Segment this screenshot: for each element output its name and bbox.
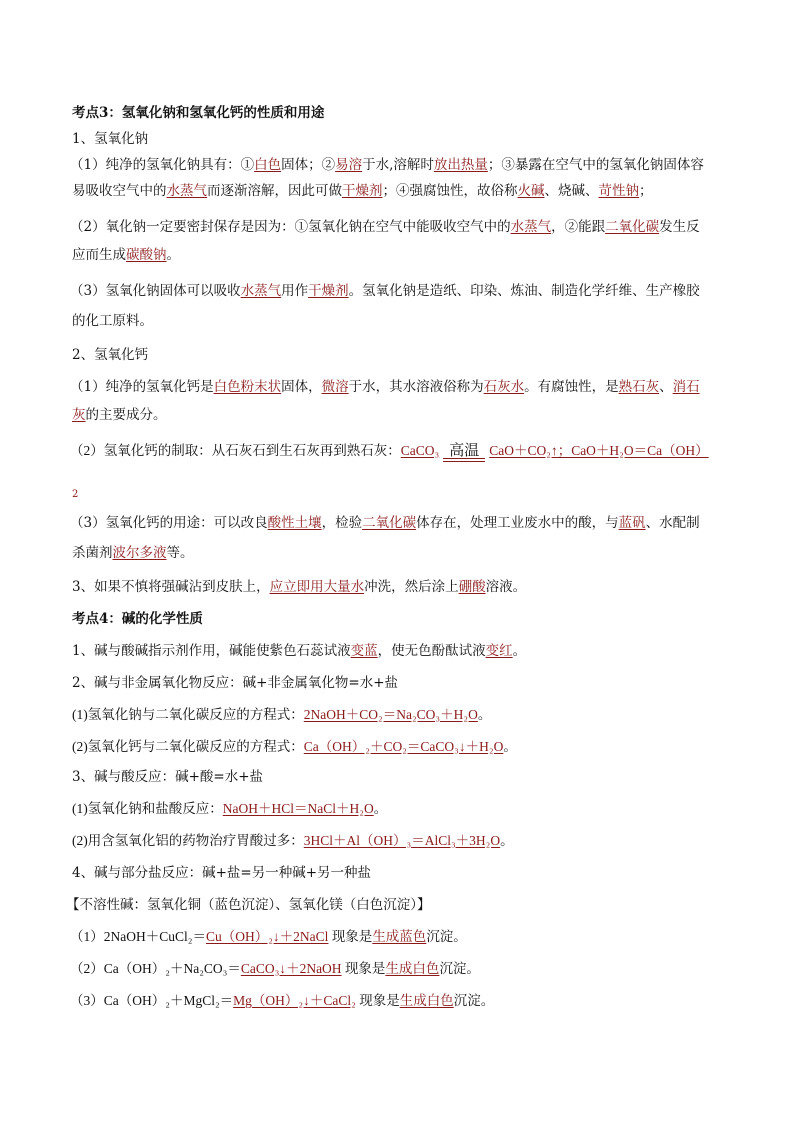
equation: CaCO₃↓＋2NaOH bbox=[240, 961, 342, 976]
answer-blank: 水蒸气 bbox=[166, 183, 207, 199]
answer-blank: 干燥剂 bbox=[342, 183, 383, 199]
equation: 3HCl＋Al（OH）₃＝AlCl₃＋3H₂O bbox=[303, 833, 501, 848]
naoh-p3-line1: （3）氢氧化钠固体可以吸收水蒸气用作干燥剂。氢氧化钠是造纸、印染、炼油、制造化学纤维、生产橡胶 bbox=[70, 283, 700, 299]
answer-blank: 生成白色 bbox=[385, 961, 440, 976]
answer-blank: 石灰水 bbox=[483, 379, 525, 395]
na2co3-reaction-line: （2）Ca（OH）₂＋Na₂CO₃＝CaCO₃↓＋2NaOH 现象是生成白色沉淀。 bbox=[70, 961, 480, 976]
answer-blank: 波尔多液 bbox=[112, 545, 167, 561]
naoh-p1-line2: 易吸收空气中的水蒸气而逐渐溶解，因此可做干燥剂；④强腐蚀性，故俗称火碱、烧碱、苛性钠； bbox=[72, 183, 653, 199]
answer-blank: 易溶 bbox=[335, 157, 363, 173]
equation: Ca（OH）₂＋CO₂＝CaCO₃↓＋H₂O bbox=[303, 739, 504, 754]
answer-blank: 白色 bbox=[254, 157, 282, 173]
equation: Cu（OH）₂↓＋2NaCl bbox=[205, 929, 329, 944]
answer-blank: 二氧化碳 bbox=[362, 515, 417, 531]
caoh-p3-line1: （3）氢氧化钙的用途：可以改良酸性土壤，检验二氧化碳体存在，处理工业废水中的酸，与蓝矾、水配制 bbox=[70, 515, 700, 531]
equation: 2NaOH＋CO₂＝Na₂CO₃＋H₂O bbox=[303, 707, 478, 722]
naoh-heading: 1、氢氧化钠 bbox=[72, 131, 149, 147]
naoh-p2-line2: 应而生成碳酸钠。 bbox=[72, 247, 180, 263]
cucl2-reaction-line: （1）2NaOH＋CuCl₂＝Cu（OH）₂↓＋2NaCl 现象是生成蓝色沉淀。 bbox=[70, 929, 467, 944]
answer-blank: 硼酸 bbox=[458, 579, 486, 595]
answer-blank: 灰 bbox=[72, 407, 86, 423]
answer-blank: 酸性土壤 bbox=[267, 515, 322, 531]
answer-blank: 放出热量 bbox=[433, 157, 488, 173]
answer-blank: 消石 bbox=[672, 379, 700, 395]
answer-blank: 苛性钠 bbox=[598, 183, 639, 199]
caoh-p3-line2: 杀菌剂波尔多液等。 bbox=[72, 545, 194, 561]
naoh-co2-equation-line: (1)氢氧化钠与二氧化碳反应的方程式：2NaOH＋CO₂＝Na₂CO₃＋H₂O。 bbox=[72, 707, 492, 722]
skin-contact-note: 3、如果不慎将强碱沾到皮肤上，应立即用大量水冲洗，然后涂上硼酸溶液。 bbox=[72, 579, 527, 595]
answer-blank: 碳酸钠 bbox=[126, 247, 167, 263]
caoh-p1-line2: 灰的主要成分。 bbox=[72, 407, 167, 423]
answer-blank: 白色粉末状 bbox=[213, 379, 282, 395]
answer-blank: 微溶 bbox=[321, 379, 349, 395]
answer-blank: 生成白色 bbox=[399, 993, 454, 1008]
answer-blank: 火碱 bbox=[517, 183, 545, 199]
reaction-condition: 高温 bbox=[443, 444, 485, 458]
answer-blank: 变蓝 bbox=[350, 643, 378, 659]
answer-blank: 水蒸气 bbox=[240, 283, 282, 299]
caoh-heading: 2、氢氧化钙 bbox=[72, 347, 149, 363]
aloh-hcl-equation-line: (2)用含氢氧化铝的药物治疗胃酸过多：3HCl＋Al（OH）₃＝AlCl₃＋3H₂O。 bbox=[72, 833, 514, 848]
answer-blank: 二氧化碳 bbox=[605, 219, 660, 235]
equation: CaO＋CO₂↑；CaO＋H₂O＝Ca（OH） bbox=[489, 443, 709, 458]
equation: NaOH＋HCl＝NaCl＋H₂O bbox=[222, 801, 374, 816]
naoh-hcl-equation-line: (1)氢氧化钠和盐酸反应：NaOH＋HCl＝NaCl＋H₂O。 bbox=[72, 801, 388, 816]
insoluble-base-note: 【不溶性碱：氢氧化铜（蓝色沉淀）、氢氧化镁（白色沉淀）】 bbox=[66, 897, 431, 913]
naoh-p3-line2: 的化工原料。 bbox=[72, 313, 153, 329]
base-indicator-line: 1、碱与酸碱指示剂作用，碱能使紫色石蕊试液变蓝，使无色酚酞试液变红。 bbox=[72, 643, 527, 659]
caoh-p1-line1: （1）纯净的氢氧化钙是白色粉末状固体，微溶于水，其水溶液俗称为石灰水。有腐蚀性，是熟石灰、消石 bbox=[70, 379, 700, 395]
caoh-co2-equation-line: (2)氢氧化钙与二氧化碳反应的方程式：Ca（OH）₂＋CO₂＝CaCO₃↓＋H₂O。 bbox=[72, 739, 517, 754]
answer-blank: 干燥剂 bbox=[308, 283, 349, 299]
answer-blank: 水蒸气 bbox=[510, 219, 552, 235]
mgcl2-reaction-line: （3）Ca（OH）₂＋MgCl₂＝Mg（OH）₂↓＋CaCl₂ 现象是生成白色沉淀。 bbox=[70, 993, 495, 1008]
base-acid-heading: 3、碱与酸反应：碱+酸=水+盐 bbox=[72, 769, 264, 785]
base-nonmetal-oxide-heading: 2、碱与非金属氧化物反应：碱+非金属氧化物=水+盐 bbox=[72, 675, 399, 691]
answer-blank: 大量水 bbox=[323, 579, 365, 595]
answer-blank: 变红 bbox=[485, 643, 513, 659]
answer-blank: 蓝矾 bbox=[618, 515, 646, 531]
naoh-p2-line1: （2）氧化钠一定要密封保存是因为：①氢氧化钠在空气中能吸收空气中的水蒸气，②能跟二氧化碳发生反 bbox=[70, 219, 700, 235]
answer-blank: 应立即用 bbox=[269, 579, 324, 595]
section-4-title: 考点4：碱的化学性质 bbox=[72, 611, 203, 627]
section-3-title: 考点3：氢氧化钠和氢氧化钙的性质和用途 bbox=[72, 105, 325, 121]
base-salt-heading: 4、碱与部分盐反应：碱+盐=另一种碱+另一种盐 bbox=[72, 865, 372, 881]
equation: Mg（OH）₂↓＋CaCl₂ bbox=[233, 993, 356, 1008]
naoh-p1-line1: （1）纯净的氢氧化钠具有：①白色固体；②易溶于水,溶解时放出热量；③暴露在空气中的氢氧化钠固体容 bbox=[70, 157, 704, 173]
answer-blank: 生成蓝色 bbox=[372, 929, 427, 944]
answer-blank: 熟石灰 bbox=[618, 379, 660, 395]
caoh-p2-line1: （2）氢氧化钙的制取：从石灰石到生石灰再到熟石灰：CaCO₃ 高温 CaO＋CO₂↑；CaO＋H₂O＝Ca（OH） bbox=[70, 443, 709, 459]
equation-subscript: 2 bbox=[72, 489, 79, 500]
equation: CaCO₃ bbox=[400, 443, 440, 458]
